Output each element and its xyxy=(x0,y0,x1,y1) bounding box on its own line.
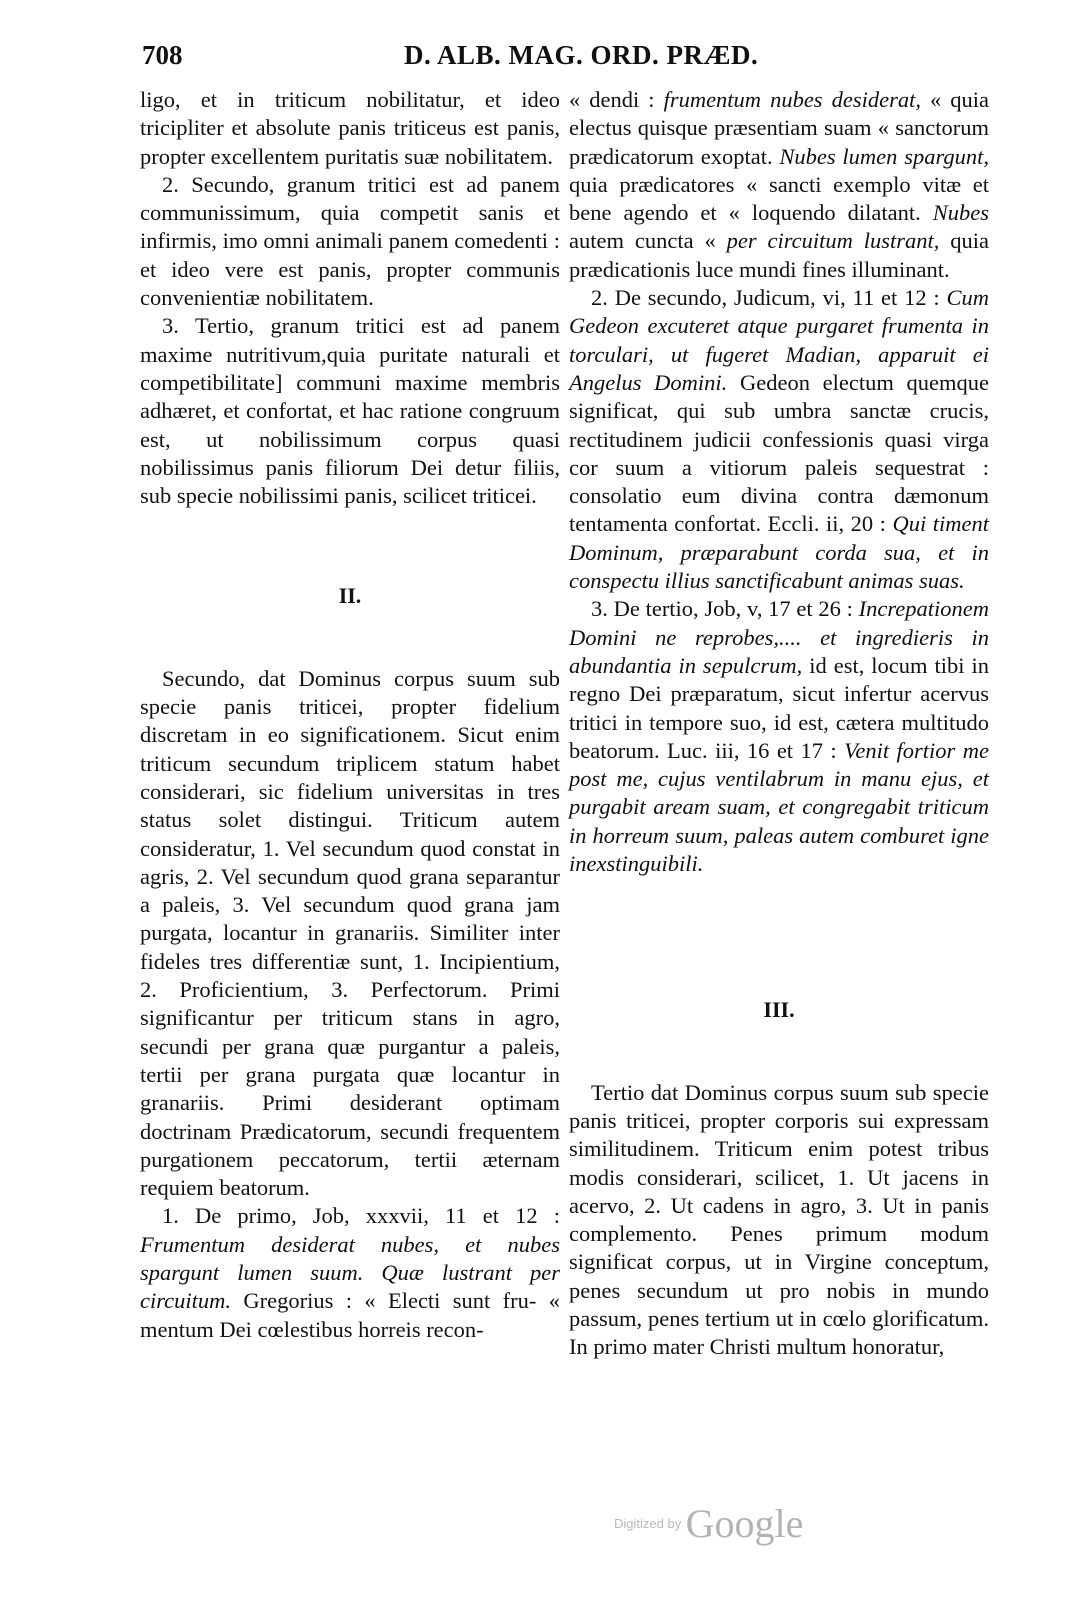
running-header xyxy=(142,40,980,76)
google-logo: Google xyxy=(685,1501,804,1546)
quotation: per circuitum lustrant, xyxy=(726,228,940,254)
quotation: frumentum nubes desiderat, xyxy=(663,87,921,112)
text-run: quia prædicationis luce mundi fines illuminant. xyxy=(569,228,989,282)
quotation: Cum Gedeon excuteret atque purgaret frumenta in torculari, ut fugeret Madian, apparuit ei Angelus Domini. xyxy=(569,285,989,395)
text-run: « dendi : xyxy=(569,87,664,112)
digitized-label: Digitized by xyxy=(614,1516,682,1531)
quotation: Nubes lumen spargunt, xyxy=(779,143,989,169)
text-run: id est, locum tibi in regno Dei præparatum, sicut infertur acervus tritici in tempore suo, id est, cætera multitudo beatorum. Luc. iii, 16 et 17 : xyxy=(569,652,989,763)
paragraph: Secundo, dat Dominus corpus suum sub specie panis triticei, propter fidelium discretam in eo significationem. Sicut enim triticum secundum triplicem statum habet considerari, sic fidelium universitas in tres status solet distingui. Triticum autem consideratur, 1. Vel secundum quod constat in agris, 2. Vel secundum quod grana separantur a paleis, 3. Vel secundum quod grana jam purgata, locantur in granariis. Similiter inter fideles tres differentiæ sunt, 1. Incipientium, 2. Proficientium, 3. Perfectorum. Primi significantur per triticum stans in agro, secundi per grana quæ purgantur a paleis, tertii per grana purgata quæ locantur in granariis. Primi desiderant optimam doctrinam Prædicatorum, secundi frequentem purgationem peccatorum, tertii æternam requiem beatorum. xyxy=(140,665,560,1201)
text-run: quia prædicatores « sancti exemplo vitæ et bene agendo et « loquendo dilatant. xyxy=(569,171,989,226)
section-heading: III. xyxy=(763,997,795,1023)
paragraph xyxy=(569,86,989,284)
quotation: Nubes xyxy=(932,200,989,226)
running-title: D. ALB. MAG. ORD. PRÆD. xyxy=(404,40,759,70)
digitized-watermark xyxy=(614,1500,803,1550)
quotation: Qui timent Dominum, præparabunt corda sua, et in conspectu illius sanctificabunt animas suas. xyxy=(569,511,989,594)
text-run: 3. De tertio, Job, v, 17 et 26 : xyxy=(591,596,859,622)
paragraph: Tertio dat Dominus corpus suum sub specie panis triticei, propter corporis sui expressam similitudinem. Triticum enim potest tribus modis considerari, scilicet, 1. Ut jacens in acervo, 2. Ut cadens in agro, 3. Ut in panis complemento. Penes primum modum significat corpus, ut in Virgine conceptum, penes secundum ut pro nobis in mundo passum, penes tertium ut in cœlo glorificatum. In primo mater Christi multum honoratur, xyxy=(569,1079,989,1360)
left-column xyxy=(140,86,560,1344)
quotation: Frumentum desiderat nubes, et nubes spargunt lumen suum. Quæ lustrant per circuitum. xyxy=(140,1231,560,1314)
section-heading: II. xyxy=(338,583,362,609)
text-run: 2. De secundo, Judicum, vi, 11 et 12 : xyxy=(591,285,947,311)
text-run: « quia electus quisque præsentiam suam « sanctorum prædicatorum exoptat. xyxy=(569,87,989,169)
right-column xyxy=(569,86,989,1362)
quotation: Venit fortior me post me, cujus ventilabrum in manu ejus, et purgabit aream suam, et congregabit triticum in horreum suum, paleas autem comburet igne inexstinguibili. xyxy=(569,737,989,877)
text-run: 1. De primo, Job, xxxvii, 11 et 12 : xyxy=(162,1203,560,1229)
text-run: autem cuncta « xyxy=(569,228,727,254)
paragraph: 2. Secundo, granum tritici est ad panem communissimum, quia competit sanis et infirmis, imo omni animali panem comedenti : et ideo vere est panis, propter communis convenientiæ nobilitatem. xyxy=(140,171,560,311)
paragraph xyxy=(140,1202,560,1343)
text-run: Gregorius : « Electi sunt fru- « mentum Dei cœlestibus horreis recon- xyxy=(140,1288,560,1342)
paragraph xyxy=(569,284,989,595)
paragraph: 3. Tertio, granum tritici est ad panem maxime nutritivum,quia puritate naturali et competibilitate] communi maxime membris adhæret, et confortat, et hac ratione congruum est, ut nobilissimum corpus quasi nobilissimus panis filiorum Dei detur filiis, sub specie nobilissimi panis, scilicet triticei. xyxy=(140,313,560,509)
page-number: 708 xyxy=(142,40,183,70)
paragraph: ligo, et in triticum nobilitatur, et ideo tricipliter et absolute panis triticeus est panis, propter excellentem puritatis suæ nobilitatem. xyxy=(140,87,560,169)
paragraph xyxy=(569,595,989,878)
text-run: Gedeon electum quemque significat, qui sub umbra sanctæ crucis, rectitudinem judicii confessionis quasi virga cor suum a vitiorum paleis sequestrat : consolatio eum divina contra dæmonum tentamenta confortat. Eccli. ii, 20 : xyxy=(569,369,989,537)
quotation: Increpationem Domini ne reprobes,.... et ingredieris in abundantia in sepulcrum, xyxy=(569,596,989,678)
